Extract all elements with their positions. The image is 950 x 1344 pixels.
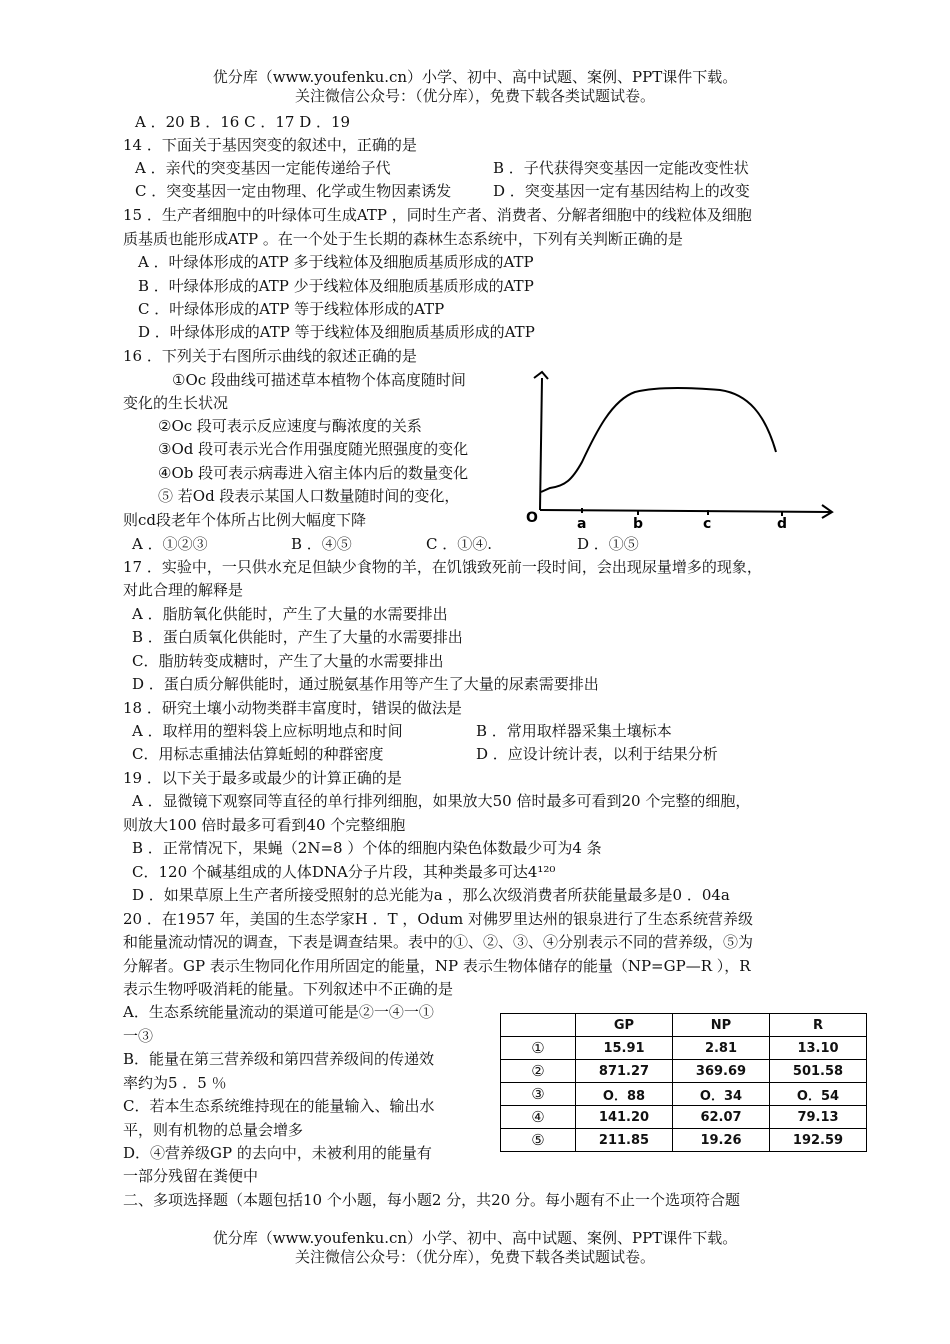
q18-option-b: B ．常用取样器采集土壤标本 <box>476 722 672 740</box>
q20-option-d-cont: 一部分残留在粪便中 <box>123 1167 259 1185</box>
q16-item-2: ②Oc 段可表示反应速度与酶浓度的关系 <box>158 417 422 435</box>
table-header-cell <box>501 1014 576 1037</box>
q15-stem-2: 质基质也能形成ATP 。在一个处于生长期的森林生态系统中，下列有关判断正确的是 <box>123 230 683 248</box>
q15-option-d: D ．叶绿体形成的ATP 等于线粒体及细胞质基质形成的ATP <box>138 323 535 341</box>
q14-option-a: A ．亲代的突变基因一定能传递给子代 <box>135 159 391 177</box>
q20-option-d: D．④营养级GP 的去向中，未被利用的能量有 <box>123 1144 432 1162</box>
footer-line-2: 关注微信公众号：（优分库），免费下载各类试题试卷。 <box>294 1248 655 1266</box>
table-cell: ⑤ <box>501 1129 576 1152</box>
q14-stem: 14 ．下面关于基因突变的叙述中，正确的是 <box>123 136 417 154</box>
q16-option-c: C ．①④. <box>426 535 493 553</box>
y-axis <box>540 378 542 510</box>
table-cell: 501.58 <box>770 1060 867 1083</box>
q20-stem-3: 分解者。GP 表示生物同化作用所固定的能量，NP 表示生物体储存的能量（NP=GP—R ），R <box>123 957 751 975</box>
q20-option-b-cont: 率约为5 ．5 ％ <box>123 1074 227 1092</box>
table-row <box>501 1060 867 1083</box>
energy-flow-table <box>500 1013 867 1152</box>
q19-option-a-cont: 则放大100 倍时最多可看到40 个完整细胞 <box>123 816 406 834</box>
table-cell: O．54 <box>770 1083 867 1106</box>
q15-option-a: A ．叶绿体形成的ATP 多于线粒体及细胞质基质形成的ATP <box>138 253 534 271</box>
q16-item-1: ①Oc 段曲线可描述草本植物个体高度随时间 <box>172 371 466 389</box>
q16-item-5-cont: 则cd段老年个体所占比例大幅度下降 <box>123 511 367 529</box>
table-cell: O．34 <box>673 1083 770 1106</box>
table-row <box>501 1083 867 1106</box>
x-label-d: d <box>777 516 788 532</box>
q20-stem-2: 和能量流动情况的调查，下表是调查结果。表中的①、②、③、④分别表示不同的营养级，⑤为 <box>123 933 754 951</box>
q18-stem: 18 ．研究土壤小动物类群丰富度时，错误的做法是 <box>123 699 462 717</box>
q17-option-d: D ．蛋白质分解供能时，通过脱氨基作用等产生了大量的尿素需要排出 <box>132 675 599 693</box>
header-line-1: 优分库（www.youfenku.cn）小学、初中、高中试题、案例、PPT课件下载。 <box>212 68 738 86</box>
q16-item-5: ⑤ 若Od 段表示某国人口数量随时间的变化， <box>158 487 460 505</box>
q15-stem-1: 15 ．生产者细胞中的叶绿体可生成ATP ，同时生产者、消费者、分解者细胞中的线粒体及细胞 <box>123 206 752 224</box>
table-header-cell: GP <box>576 1014 673 1037</box>
q15-option-b: B ．叶绿体形成的ATP 少于线粒体及细胞质基质形成的ATP <box>138 277 534 295</box>
q20-option-c: C．若本生态系统维持现在的能量输入、输出水 <box>123 1097 435 1115</box>
q19-stem: 19 ．以下关于最多或最少的计算正确的是 <box>123 769 402 787</box>
table-cell: 15.91 <box>576 1037 673 1060</box>
x-axis <box>540 510 830 512</box>
q15-option-c: C ．叶绿体形成的ATP 等于线粒体形成的ATP <box>138 300 445 318</box>
table-cell: ③ <box>501 1083 576 1106</box>
q19-option-b: B ．正常情况下，果蝇（2N=8 ）个体的细胞内染色体数最少可为4 条 <box>132 839 602 857</box>
x-label-a: a <box>577 516 587 532</box>
q20-stem-1: 20 ．在1957 年，美国的生态学家H ．T ，Odum 对佛罗里达州的银泉进行了生态系统营养级 <box>123 910 753 928</box>
table-row <box>501 1106 867 1129</box>
table-cell: 13.10 <box>770 1037 867 1060</box>
q17-stem-1: 17 ．实验中，一只供水充足但缺少食物的羊，在饥饿致死前一段时间，会出现尿量增多的现象， <box>123 558 762 576</box>
q20-option-c-cont: 平，则有机物的总量会增多 <box>123 1121 304 1139</box>
q14-option-c: C ．突变基因一定由物理、化学或生物因素诱发 <box>135 182 452 200</box>
table-cell: 871.27 <box>576 1060 673 1083</box>
q16-option-a: A ．①②③ <box>132 535 208 553</box>
table-cell: 192.59 <box>770 1129 867 1152</box>
q20-option-b: B．能量在第三营养级和第四营养级间的传递效 <box>123 1050 435 1068</box>
q18-option-a: A ．取样用的塑料袋上应标明地点和时间 <box>132 722 403 740</box>
q16-stem: 16 ．下列关于右图所示曲线的叙述正确的是 <box>123 347 417 365</box>
table-cell: 211.85 <box>576 1129 673 1152</box>
table-row <box>501 1037 867 1060</box>
table-cell: 141.20 <box>576 1106 673 1129</box>
q16-option-b: B ．④⑤ <box>291 535 352 553</box>
growth-curve <box>541 388 776 492</box>
q16-option-d: D ．①⑤ <box>577 535 639 553</box>
q18-option-d: D ．应设计统计表，以利于结果分析 <box>476 745 718 763</box>
q18-option-c: C．用标志重捕法估算蚯蚓的种群密度 <box>132 745 384 763</box>
table-cell: 62.07 <box>673 1106 770 1129</box>
footer-line-1: 优分库（www.youfenku.cn）小学、初中、高中试题、案例、PPT课件下载。 <box>212 1229 738 1247</box>
q16-item-4: ④Ob 段可表示病毒进入宿主体内后的数量变化 <box>158 464 469 482</box>
table-cell: ④ <box>501 1106 576 1129</box>
q17-stem-2: 对此合理的解释是 <box>123 581 244 599</box>
table-cell: 2.81 <box>673 1037 770 1060</box>
table-cell: 79.13 <box>770 1106 867 1129</box>
table-cell: 369.69 <box>673 1060 770 1083</box>
q16-item-3: ③Od 段可表示光合作用强度随光照强度的变化 <box>158 440 469 458</box>
table-cell: ② <box>501 1060 576 1083</box>
q19-option-d: D ．如果草原上生产者所接受照射的总光能为a ，那么次级消费者所获能量最多是0 ．04a <box>132 886 730 904</box>
q19-option-c: C．120 个碱基组成的人体DNA分子片段，其种类最多可达4¹²⁰ <box>132 863 556 881</box>
q16-item-1-cont: 变化的生长状况 <box>123 394 229 412</box>
q17-option-b: B ．蛋白质氧化供能时，产生了大量的水需要排出 <box>132 628 463 646</box>
q14-option-b: B ．子代获得突变基因一定能改变性状 <box>493 159 749 177</box>
q17-option-c: C．脂肪转变成糖时，产生了大量的水需要排出 <box>132 652 444 670</box>
q19-option-a: A ．显微镜下观察同等直径的单行排列细胞，如果放大50 倍时最多可看到20 个完整的细胞， <box>132 792 751 810</box>
y-axis-arrow <box>534 372 548 379</box>
origin-label: O <box>526 510 538 526</box>
x-label-c: c <box>703 516 712 532</box>
q20-option-a: A．生态系统能量流动的渠道可能是②一④一① <box>123 1003 434 1021</box>
table-cell: ① <box>501 1037 576 1060</box>
q20-stem-4: 表示生物呼吸消耗的能量。下列叙述中不正确的是 <box>123 980 454 998</box>
q14-option-d: D ．突变基因一定有基因结构上的改变 <box>493 182 750 200</box>
table-cell: O．88 <box>576 1083 673 1106</box>
q17-option-a: A ．脂肪氧化供能时，产生了大量的水需要排出 <box>132 605 448 623</box>
table-cell: 19.26 <box>673 1129 770 1152</box>
table-header-cell: R <box>770 1014 867 1037</box>
table-header-cell: NP <box>673 1014 770 1037</box>
table-header-row <box>501 1014 867 1037</box>
growth-curve-graph <box>520 370 840 535</box>
q13-options: A ．20 B ．16 C ．17 D ．19 <box>135 113 351 131</box>
header-line-2: 关注微信公众号：（优分库），免费下载各类试题试卷。 <box>294 87 655 105</box>
q20-option-a-cont: 一③ <box>123 1027 154 1045</box>
x-label-b: b <box>633 516 644 532</box>
section-two-heading: 二、多项选择题（本题包括10 个小题，每小题2 分，共20 分。每小题有不止一个选项符合题 <box>123 1191 741 1209</box>
table-row <box>501 1129 867 1152</box>
